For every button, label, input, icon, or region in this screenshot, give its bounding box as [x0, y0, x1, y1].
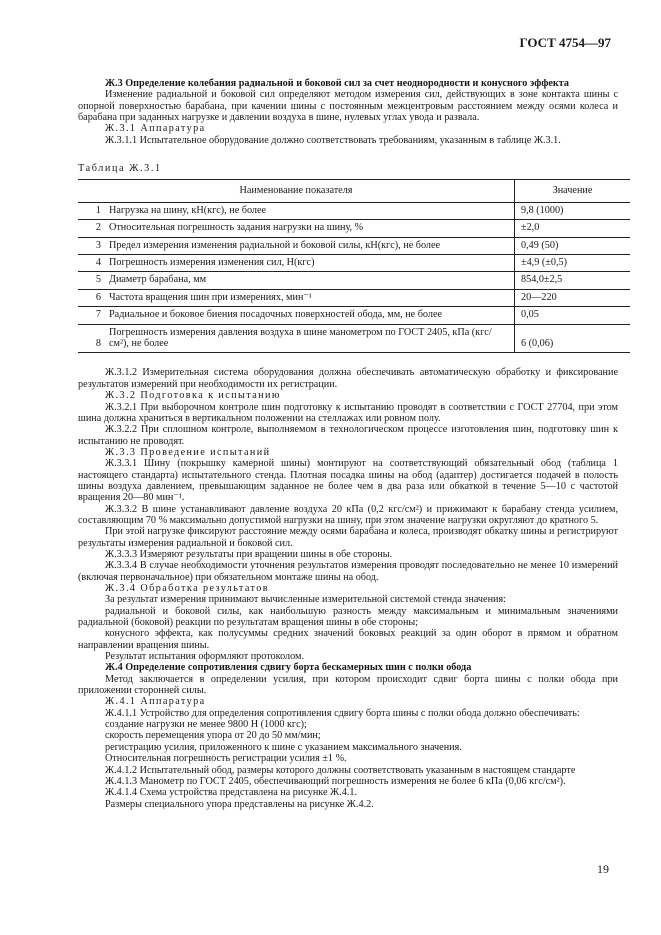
paragraph: Относительная погрешность регистрации усилия ±1 %.: [105, 753, 347, 765]
row-number: 2: [78, 220, 106, 237]
row-name: Погрешность измерения давления воздуха в шине манометром по ГОСТ 2405, кПа (кгс/см²), не более: [106, 324, 515, 353]
row-value: 6 (0,06): [515, 324, 631, 353]
table-row: [78, 272, 630, 289]
paragraph: Ж.4.1.2 Испытательный обод, размеры которого должны соответствовать указанным в настоящем стандарте: [105, 764, 576, 776]
row-name: Относительная погрешность задания нагрузки на шину, %: [106, 220, 515, 237]
row-number: 3: [78, 237, 106, 254]
requirements-table: [78, 179, 630, 353]
paragraph: Результат испытания оформляют протоколом.: [105, 651, 305, 663]
paragraph: Размеры специального упора представлены на рисунке Ж.4.2.: [105, 798, 374, 810]
standard-header: ГОСТ 4754—97: [519, 35, 611, 50]
paragraph: Ж.4.1.3 Манометр по ГОСТ 2405, обеспечивающий погрешность измерения не более 6 кПа (0,06 кгс/см²).: [105, 775, 566, 787]
paragraph: Ж.3.2.2 При сплошном контроле, выполняемом в технологическом процессе изготовления шин, подготовку шин к испытанию не проводят.: [78, 424, 618, 447]
row-name: Диаметр барабана, мм: [106, 272, 515, 289]
row-name: Погрешность измерения изменения сил, Н(кгс): [106, 255, 515, 272]
table-header-name: Наименование показателя: [78, 180, 515, 202]
paragraph: Метод заключается в определении усилия, при котором происходит сдвиг борта шины с полки обода при приложении сторонней силы.: [78, 673, 618, 697]
paragraph: Ж.3.3.3 Измеряют результаты при вращении шины в обе стороны.: [105, 548, 393, 560]
paragraph: Изменение радиальной и боковой сил определяют методом измерения сил, действующих в зоне контакта шины с опорной поверхностью барабана, при качении шины с постоянным межцентровым расстоянием между осями колеса и барабана при заданных нагрузке и давлении воздуха в шине, нулевых углах увода и развала.: [78, 89, 618, 124]
paragraph: Ж.4.1.1 Устройство для определения сопротивления сдвигу борта шины с полки обода должно обеспечивать:: [105, 707, 580, 719]
subsection-heading: Ж.3.4 Обработка результатов: [105, 583, 269, 594]
paragraph: Ж.3.1.1 Испытательное оборудование должно соответствовать требованиям, указанным в таблице Ж.3.1.: [105, 134, 561, 146]
table-header-value: Значение: [515, 180, 631, 202]
row-value: 0,05: [515, 307, 631, 324]
section-heading-zh3: Ж.3 Определение колебания радиальной и боковой сил за счет неоднородности и конусного эффекта: [105, 78, 569, 89]
list-item: создание нагрузки не менее 9800 Н (1000 кгс);: [105, 719, 307, 731]
table-row: [78, 220, 630, 237]
subsection-heading: Ж.4.1 Аппаратура: [105, 696, 206, 708]
page-number: 19: [597, 862, 609, 876]
row-name: Предел измерения изменения радиальной и боковой силы, кН(кгс), не более: [106, 237, 515, 254]
list-item: скорость перемещения упора от 20 до 50 мм/мин;: [105, 730, 321, 742]
row-name: Радиальное и боковое биения посадочных поверхностей обода, мм, не более: [106, 307, 515, 324]
row-name: Нагрузка на шину, кН(кгс), не более: [106, 202, 515, 219]
row-name: Частота вращения шин при измерениях, мин⁻¹: [106, 289, 515, 306]
paragraph: Ж.4.1.4 Схема устройства представлена на рисунке Ж.4.1.: [105, 787, 358, 799]
table-caption: Таблица Ж.3.1: [78, 163, 162, 175]
row-value: 0,49 (50): [515, 237, 631, 254]
subsection-heading: Ж.3.1 Аппаратура: [105, 123, 206, 135]
paragraph: конусного эффекта, как полусуммы средних значений боковых реакций за один оборот в прямом и обратном направлении вращения шины.: [78, 628, 618, 651]
table-row: [78, 255, 630, 272]
paragraph: радиальной и боковой силы, как наибольшую разность между максимальным и минимальным значениями радиальной (боковой) реакции по результатам вращения шины в обе стороны;: [78, 605, 618, 629]
table-row: [78, 307, 630, 324]
paragraph: Ж.3.3.4 В случае необходимости уточнения результатов измерения проводят последовательно не менее 10 измерений (включая первоначальное) при обязательном монтаже шины на обод.: [78, 560, 618, 583]
row-number: 1: [78, 202, 106, 219]
row-number: 5: [78, 272, 106, 289]
table-row: [78, 202, 630, 219]
paragraph: Ж.3.1.2 Измерительная система оборудования должна обеспечивать автоматическую обработку и фиксирование результатов измерений при необходимости их регистрации.: [78, 367, 618, 390]
paragraph: Ж.3.3.1 Шину (покрышку камерной шины) монтируют на соответствующий обязательный обод (таблица 1 настоящего стандарта) испытательного стенда. Плотная посадка шины на обод (адаптер) достигается подачей в полость шины воздуха давлением, превышающим заданное не более чем в два раза или обкаткой в течение 5—10 с частотой вращения 20—80 мин⁻¹.: [78, 458, 618, 504]
row-number: 6: [78, 289, 106, 306]
paragraph: Ж.3.2.1 При выборочном контроле шин подготовку к испытанию проводят в соответствии с ГОСТ 27704, при этом шина должна храниться в вертикальном положении на стеллажах или ровном полу.: [78, 401, 618, 424]
subsection-heading: Ж.3.3 Проведение испытаний: [105, 446, 271, 458]
row-value: 9,8 (1000): [515, 202, 631, 219]
row-value: ±2,0: [515, 220, 631, 237]
list-item: регистрацию усилия, приложенного к шине с указанием максимального значения.: [105, 741, 462, 753]
table-row: [78, 289, 630, 306]
paragraph: Ж.3.3.2 В шине устанавливают давление воздуха 20 кПа (0,2 кгс/см²) и прижимают к барабану стенда усилием, составляющим 70 % максимально допустимой нагрузки на шину, при этом значение нагрузки округляют до кратного 5.: [78, 503, 618, 526]
subsection-heading: Ж.3.2 Подготовка к испытанию: [105, 390, 281, 402]
table-row: [78, 237, 630, 254]
row-value: 854,0±2,5: [515, 272, 631, 289]
row-value: ±4,9 (±0,5): [515, 255, 631, 272]
row-number: 4: [78, 255, 106, 272]
table-row: [78, 324, 630, 353]
table-header-row: [78, 180, 630, 202]
paragraph: При этой нагрузке фиксируют расстояние между осями барабана и колеса, производят обкатку шины и регистрируют результаты измерения радиальной и боковой сил.: [78, 526, 618, 549]
row-number: 8: [78, 324, 106, 353]
row-value: 20—220: [515, 289, 631, 306]
paragraph: За результат измерения принимают вычисленные измерительной системой стенда значения:: [105, 594, 507, 606]
section-heading-zh4: Ж.4 Определение сопротивления сдвигу борта бескамерных шин с полки обода: [105, 662, 472, 674]
document-body: [78, 78, 618, 810]
row-number: 7: [78, 307, 106, 324]
